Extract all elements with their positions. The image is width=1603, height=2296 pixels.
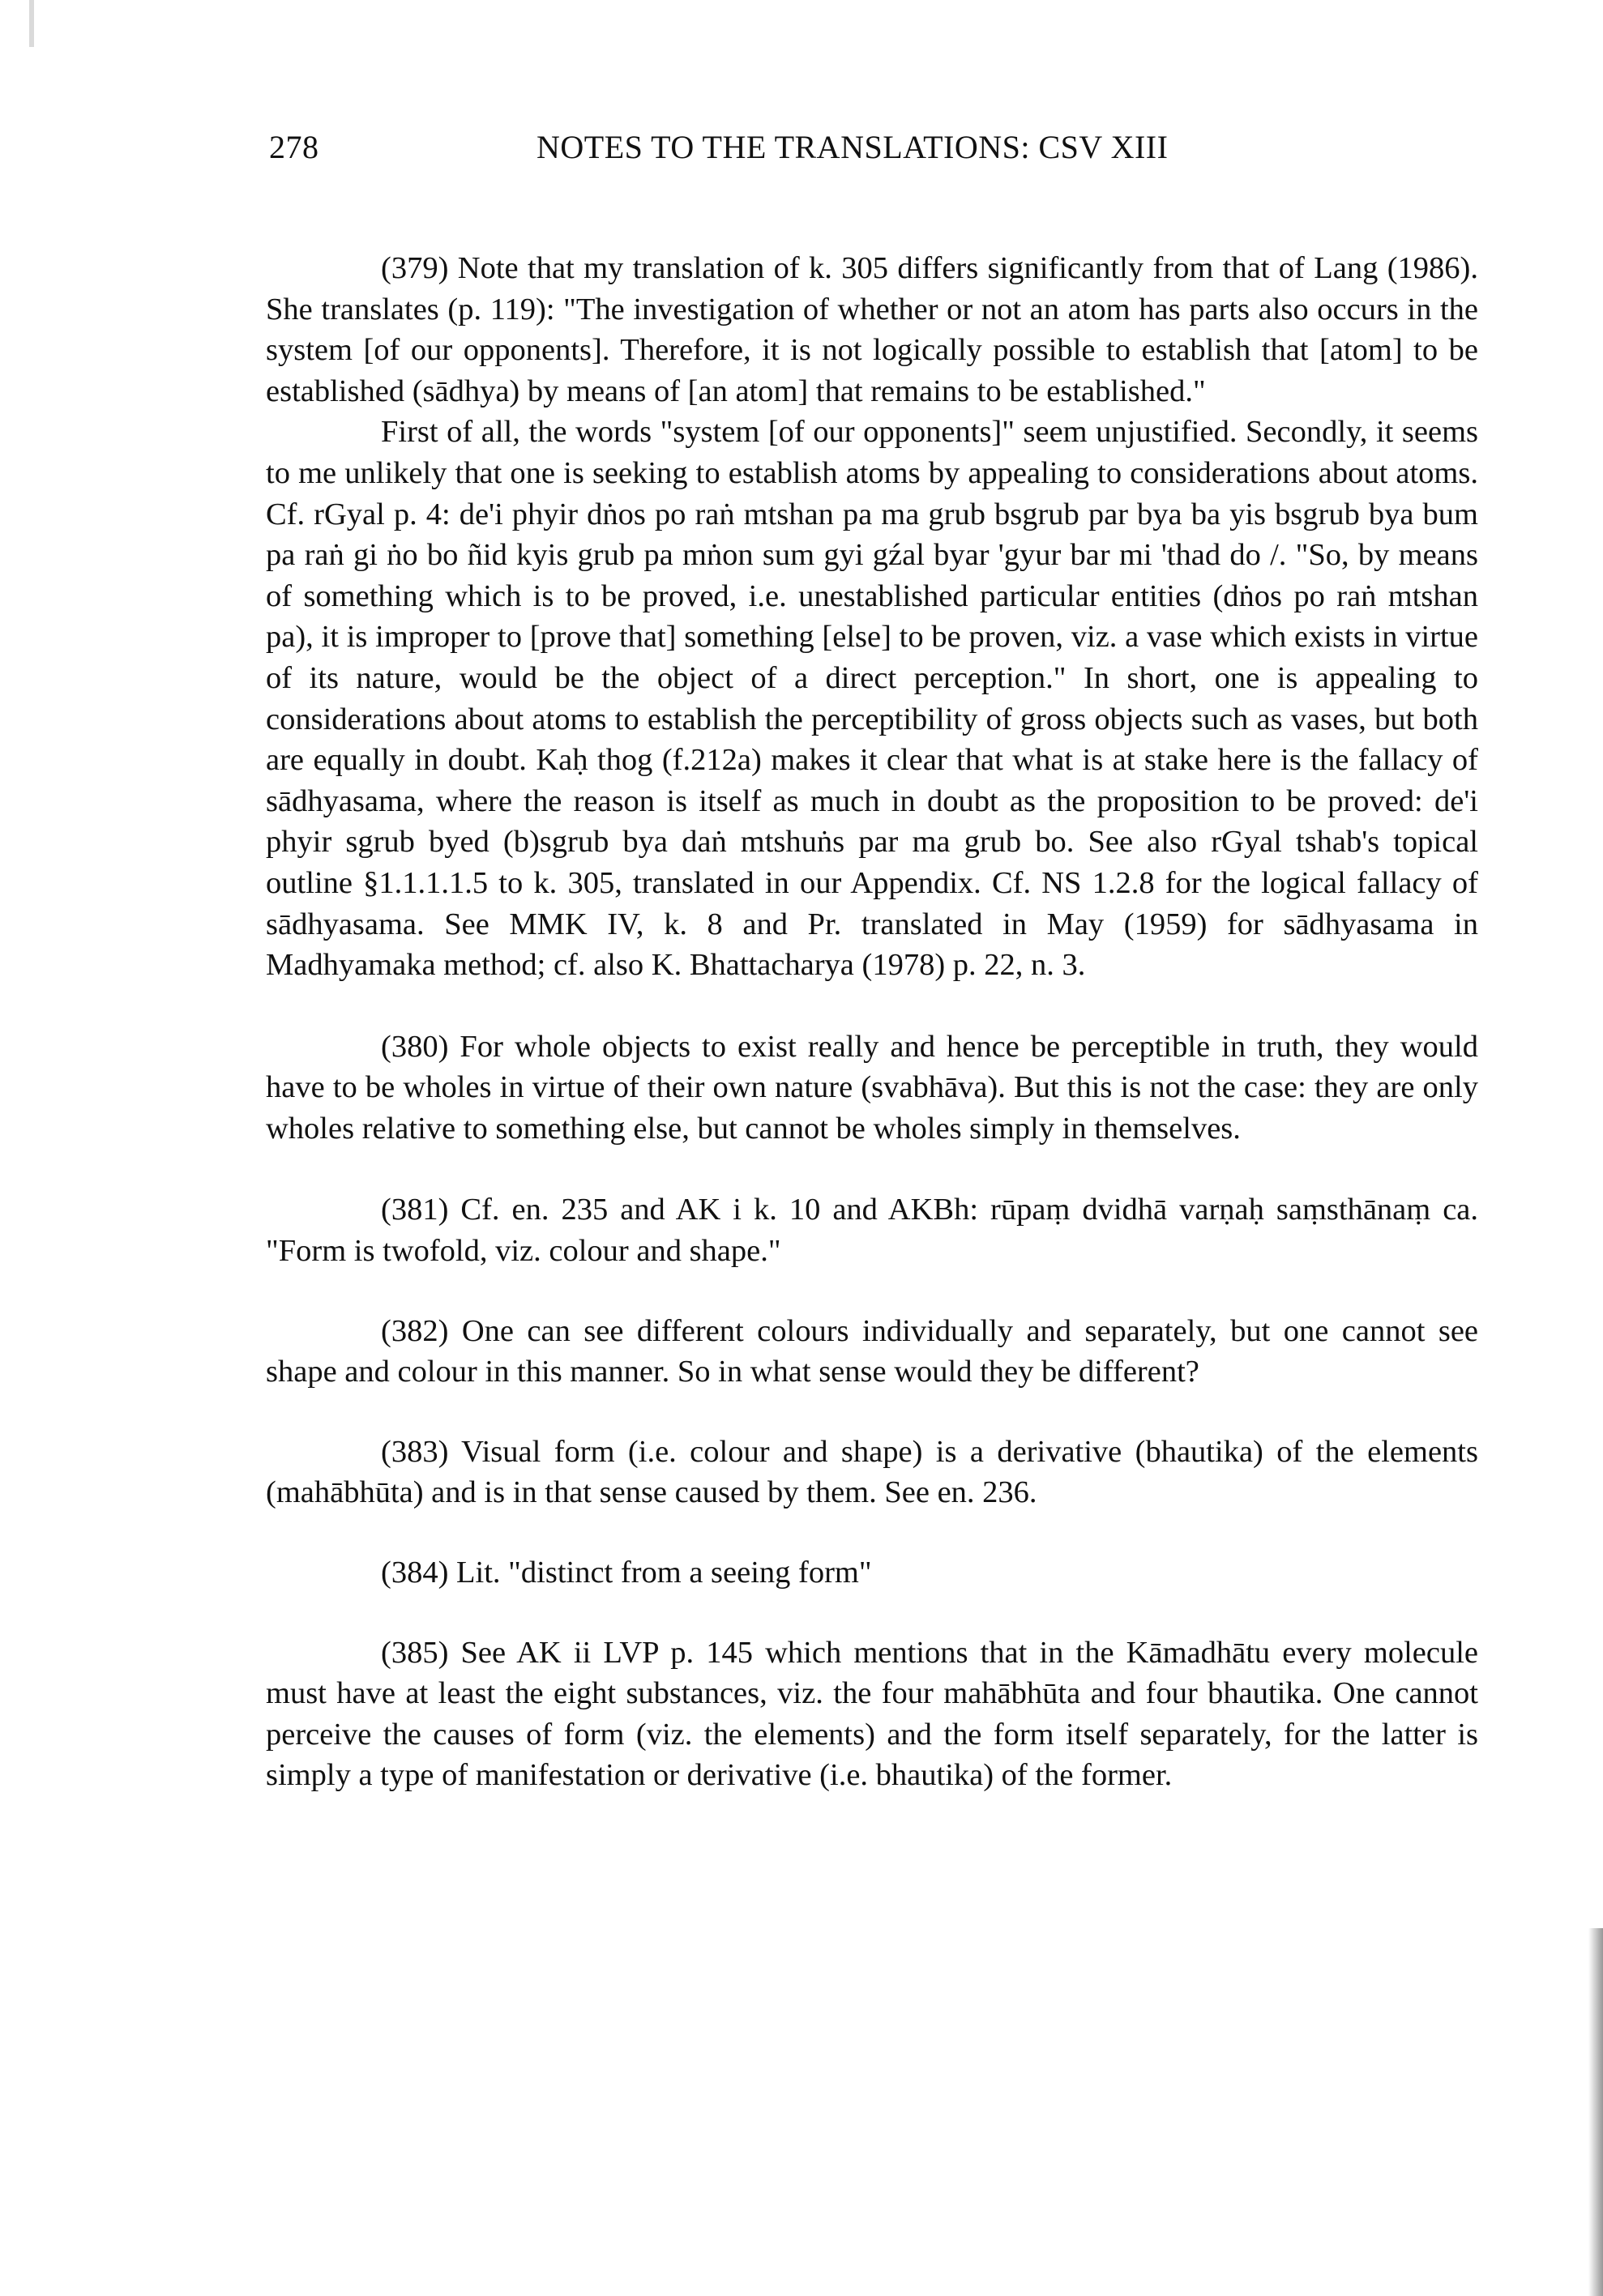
scan-shadow bbox=[1588, 1928, 1603, 2296]
page-header bbox=[269, 128, 1480, 177]
page-number: 278 bbox=[269, 129, 319, 165]
note-382: (382) One can see different colours individually and separately, but one cannot see shape and colour in this manner. So in what sense would they be different? bbox=[266, 1313, 1478, 1389]
note-379-para-2: First of all, the words "system [of our opponents]" seem unjustified. Secondly, it seems to me unlikely that one is seeking to establish atoms by appealing to considerations about atoms. Cf. rGyal p. 4: de'i phyir dṅos po raṅ mtshan pa ma grub bsgrub par bya ba yis bsgrub bya bum pa raṅ gi ṅo bo ñid kyis grub pa mṅon sum gyi gźal byar 'gyur bar mi 'thad do /. "So, by means of something which is to be proved, i.e. unestablished particular entities (dṅos po raṅ mtshan pa), it is improper to [prove that] something [else] to be proven, viz. a vase which exists in virtue of its nature, would be the object of a direct perception." In short, one is appealing to considerations about atoms to establish the perceptibility of gross objects such as vases, but both are equally in doubt. Kaḥ thog (f.212a) makes it clear that what is at stake here is the fallacy of sādhyasama, where the reason is itself as much in doubt as the proposition to be proved: de'i phyir sgrub byed (b)sgrub bya daṅ mtshuṅs par ma grub bo. See also rGyal tshab's topical outline §1.1.1.1.5 to k. 305, translated in our Appendix. Cf. NS 1.2.8 for the logical fallacy of sādhyasama. See MMK IV, k. 8 and Pr. translated in May (1959) for sādhyasama in Madhyamaka method; cf. also K. Bhattacharya (1978) p. 22, n. 3. bbox=[266, 415, 1478, 983]
note-383: (383) Visual form (i.e. colour and shape) is a derivative (bhautika) of the elements (mahābhūta) and is in that sense caused by them. See en. 236. bbox=[266, 1434, 1478, 1510]
note-385: (385) See AK ii LVP p. 145 which mentions that in the Kāmadhātu every molecule must have at least the eight substances, viz. the four mahābhūta and four bhautika. One cannot perceive the causes of form (viz. the elements) and the form itself separately, for the latter is simply a type of manifestation or derivative (i.e. bhautika) of the former. bbox=[266, 1635, 1478, 1793]
notes-body bbox=[266, 248, 1478, 1796]
note-384: (384) Lit. "distinct from a seeing form" bbox=[381, 1556, 872, 1590]
note-380: (380) For whole objects to exist really and hence be perceptible in truth, they would have to be wholes in virtue of their own nature (svabhāva). But this is not the case: they are only wholes relative to something else, but cannot be wholes simply in themselves. bbox=[266, 1029, 1478, 1146]
running-head: NOTES TO THE TRANSLATIONS: CSV XIII bbox=[536, 129, 1169, 165]
scan-edge-mark bbox=[29, 0, 34, 47]
note-381: (381) Cf. en. 235 and AK i k. 10 and AKBh: rūpaṃ dvidhā varṇaḥ saṃsthānaṃ ca. "Form is twofold, viz. colour and shape." bbox=[266, 1193, 1478, 1269]
note-379-para-1: (379) Note that my translation of k. 305 differs significantly from that of Lang (1986). She translates (p. 119): "The investigation of whether or not an atom has parts also occurs in the system [of our opponents]. Therefore, it is not logically possible to establish that [atom] to be established (sādhya) by means of [an atom] that remains to be established." bbox=[266, 251, 1478, 408]
